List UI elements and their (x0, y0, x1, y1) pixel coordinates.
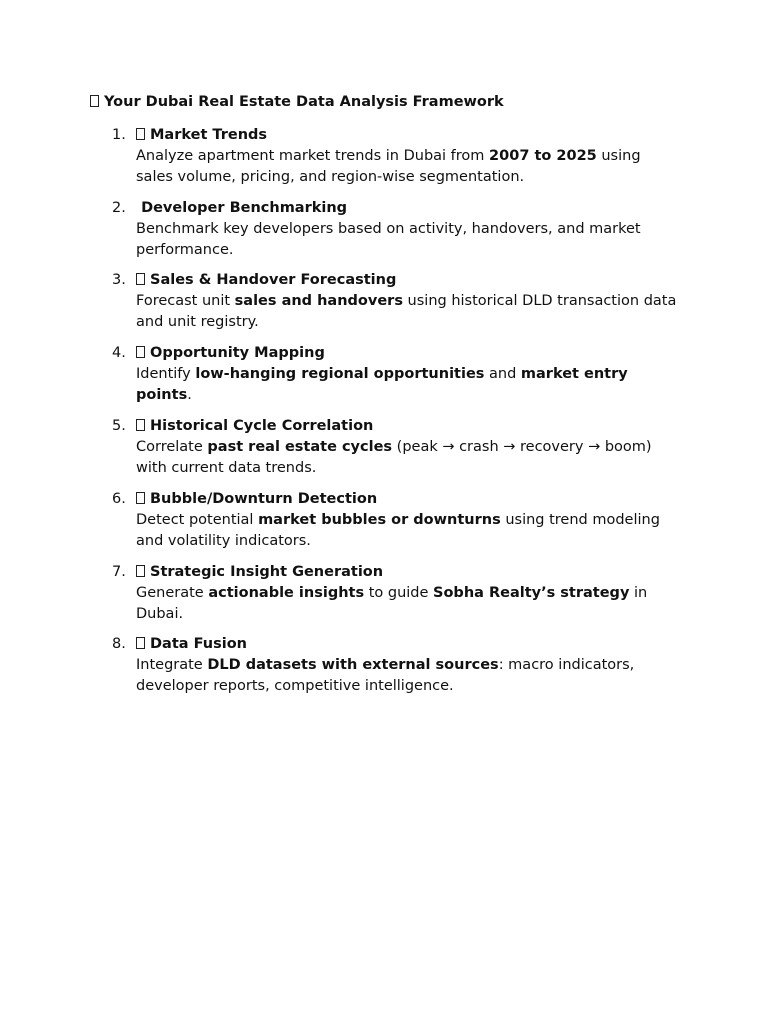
description-bold-text: sales and handovers (234, 293, 403, 309)
list-item-content (136, 562, 681, 625)
list-item-content (136, 634, 681, 697)
list-item-content (136, 198, 681, 261)
description-bold-text: market bubbles or downturns (258, 512, 501, 528)
list-item-content (136, 270, 681, 333)
list-item-heading (136, 270, 681, 291)
description-text: Detect potential (136, 512, 259, 528)
list-item-heading (136, 343, 681, 364)
list-item-heading-text: Strategic Insight Generation (150, 564, 384, 580)
document-title-text: Your Dubai Real Estate Data Analysis Framework (104, 94, 504, 110)
description-text: Generate (136, 585, 209, 601)
list-item-heading (136, 634, 681, 655)
missing-glyph-icon (136, 565, 145, 577)
list-item-description (136, 655, 681, 697)
description-bold-text: actionable insights (208, 585, 365, 601)
list-item-content (136, 489, 681, 552)
missing-glyph-icon (136, 128, 145, 140)
description-text: : macro indicators, developer reports, competitive intelligence. (136, 657, 635, 694)
description-bold-text: past real estate cycles (207, 439, 393, 455)
missing-glyph-icon (136, 346, 145, 358)
description-text: using trend modeling and volatility indicators. (136, 512, 660, 549)
list-item-heading-text: Data Fusion (150, 636, 247, 652)
list-item-description (136, 364, 681, 406)
list-item-description (136, 583, 681, 625)
list-item-description (136, 437, 681, 479)
list-item-number: 2. (112, 200, 126, 216)
description-text: Correlate (136, 439, 208, 455)
list-item-heading (136, 562, 681, 583)
list-item-number: 8. (112, 636, 126, 652)
list-item-heading-text: Sales & Handover Forecasting (150, 272, 397, 288)
document-title (90, 92, 504, 112)
list-item-heading (136, 416, 681, 437)
description-text: and (484, 366, 521, 382)
list-item-heading (136, 489, 681, 510)
description-bold-text: 2007 to 2025 (489, 148, 597, 164)
missing-glyph-icon (90, 95, 99, 107)
list-item-content (136, 125, 681, 188)
list-item-description (136, 219, 681, 261)
description-text: Analyze apartment market trends in Dubai from (136, 148, 490, 164)
description-bold-text: market entry points (136, 366, 628, 403)
list-item-heading-text: Bubble/Downturn Detection (150, 491, 378, 507)
list-item-description (136, 291, 681, 333)
missing-glyph-icon (136, 419, 145, 431)
description-text: in Dubai. (136, 585, 648, 622)
description-bold-text: DLD datasets with external sources (207, 657, 499, 673)
missing-glyph-icon (136, 273, 145, 285)
description-text: to guide (364, 585, 434, 601)
description-text: (peak → crash → recovery → boom) with current data trends. (136, 439, 652, 476)
list-item-content (136, 416, 681, 479)
missing-glyph-icon (136, 637, 145, 649)
list-item-heading-text: Historical Cycle Correlation (150, 418, 374, 434)
description-text: Forecast unit (136, 293, 235, 309)
list-item-number: 1. (112, 127, 126, 143)
missing-glyph-icon (136, 492, 145, 504)
description-text: using historical DLD transaction data and unit registry. (136, 293, 677, 330)
description-text: using sales volume, pricing, and region-wise segmentation. (136, 148, 641, 185)
list-item-heading-text: Developer Benchmarking (141, 200, 348, 216)
description-text: Benchmark key developers based on activity, handovers, and market performance. (136, 221, 641, 258)
list-item-heading-text: Market Trends (150, 127, 268, 143)
description-text: . (187, 387, 192, 403)
list-item-number: 6. (112, 491, 126, 507)
description-text: Integrate (136, 657, 208, 673)
list-item-number: 4. (112, 345, 126, 361)
list-item-content (136, 343, 681, 406)
list-item-heading (136, 125, 681, 146)
list-item-description (136, 146, 681, 188)
description-text: Identify (136, 366, 196, 382)
list-item-heading (136, 198, 681, 219)
description-bold-text: low-hanging regional opportunities (195, 366, 485, 382)
description-bold-text: Sobha Realty’s strategy (433, 585, 630, 601)
list-item-number: 7. (112, 564, 126, 580)
list-item-number: 3. (112, 272, 126, 288)
list-item-description (136, 510, 681, 552)
list-item-number: 5. (112, 418, 126, 434)
list-item-heading-text: Opportunity Mapping (150, 345, 325, 361)
